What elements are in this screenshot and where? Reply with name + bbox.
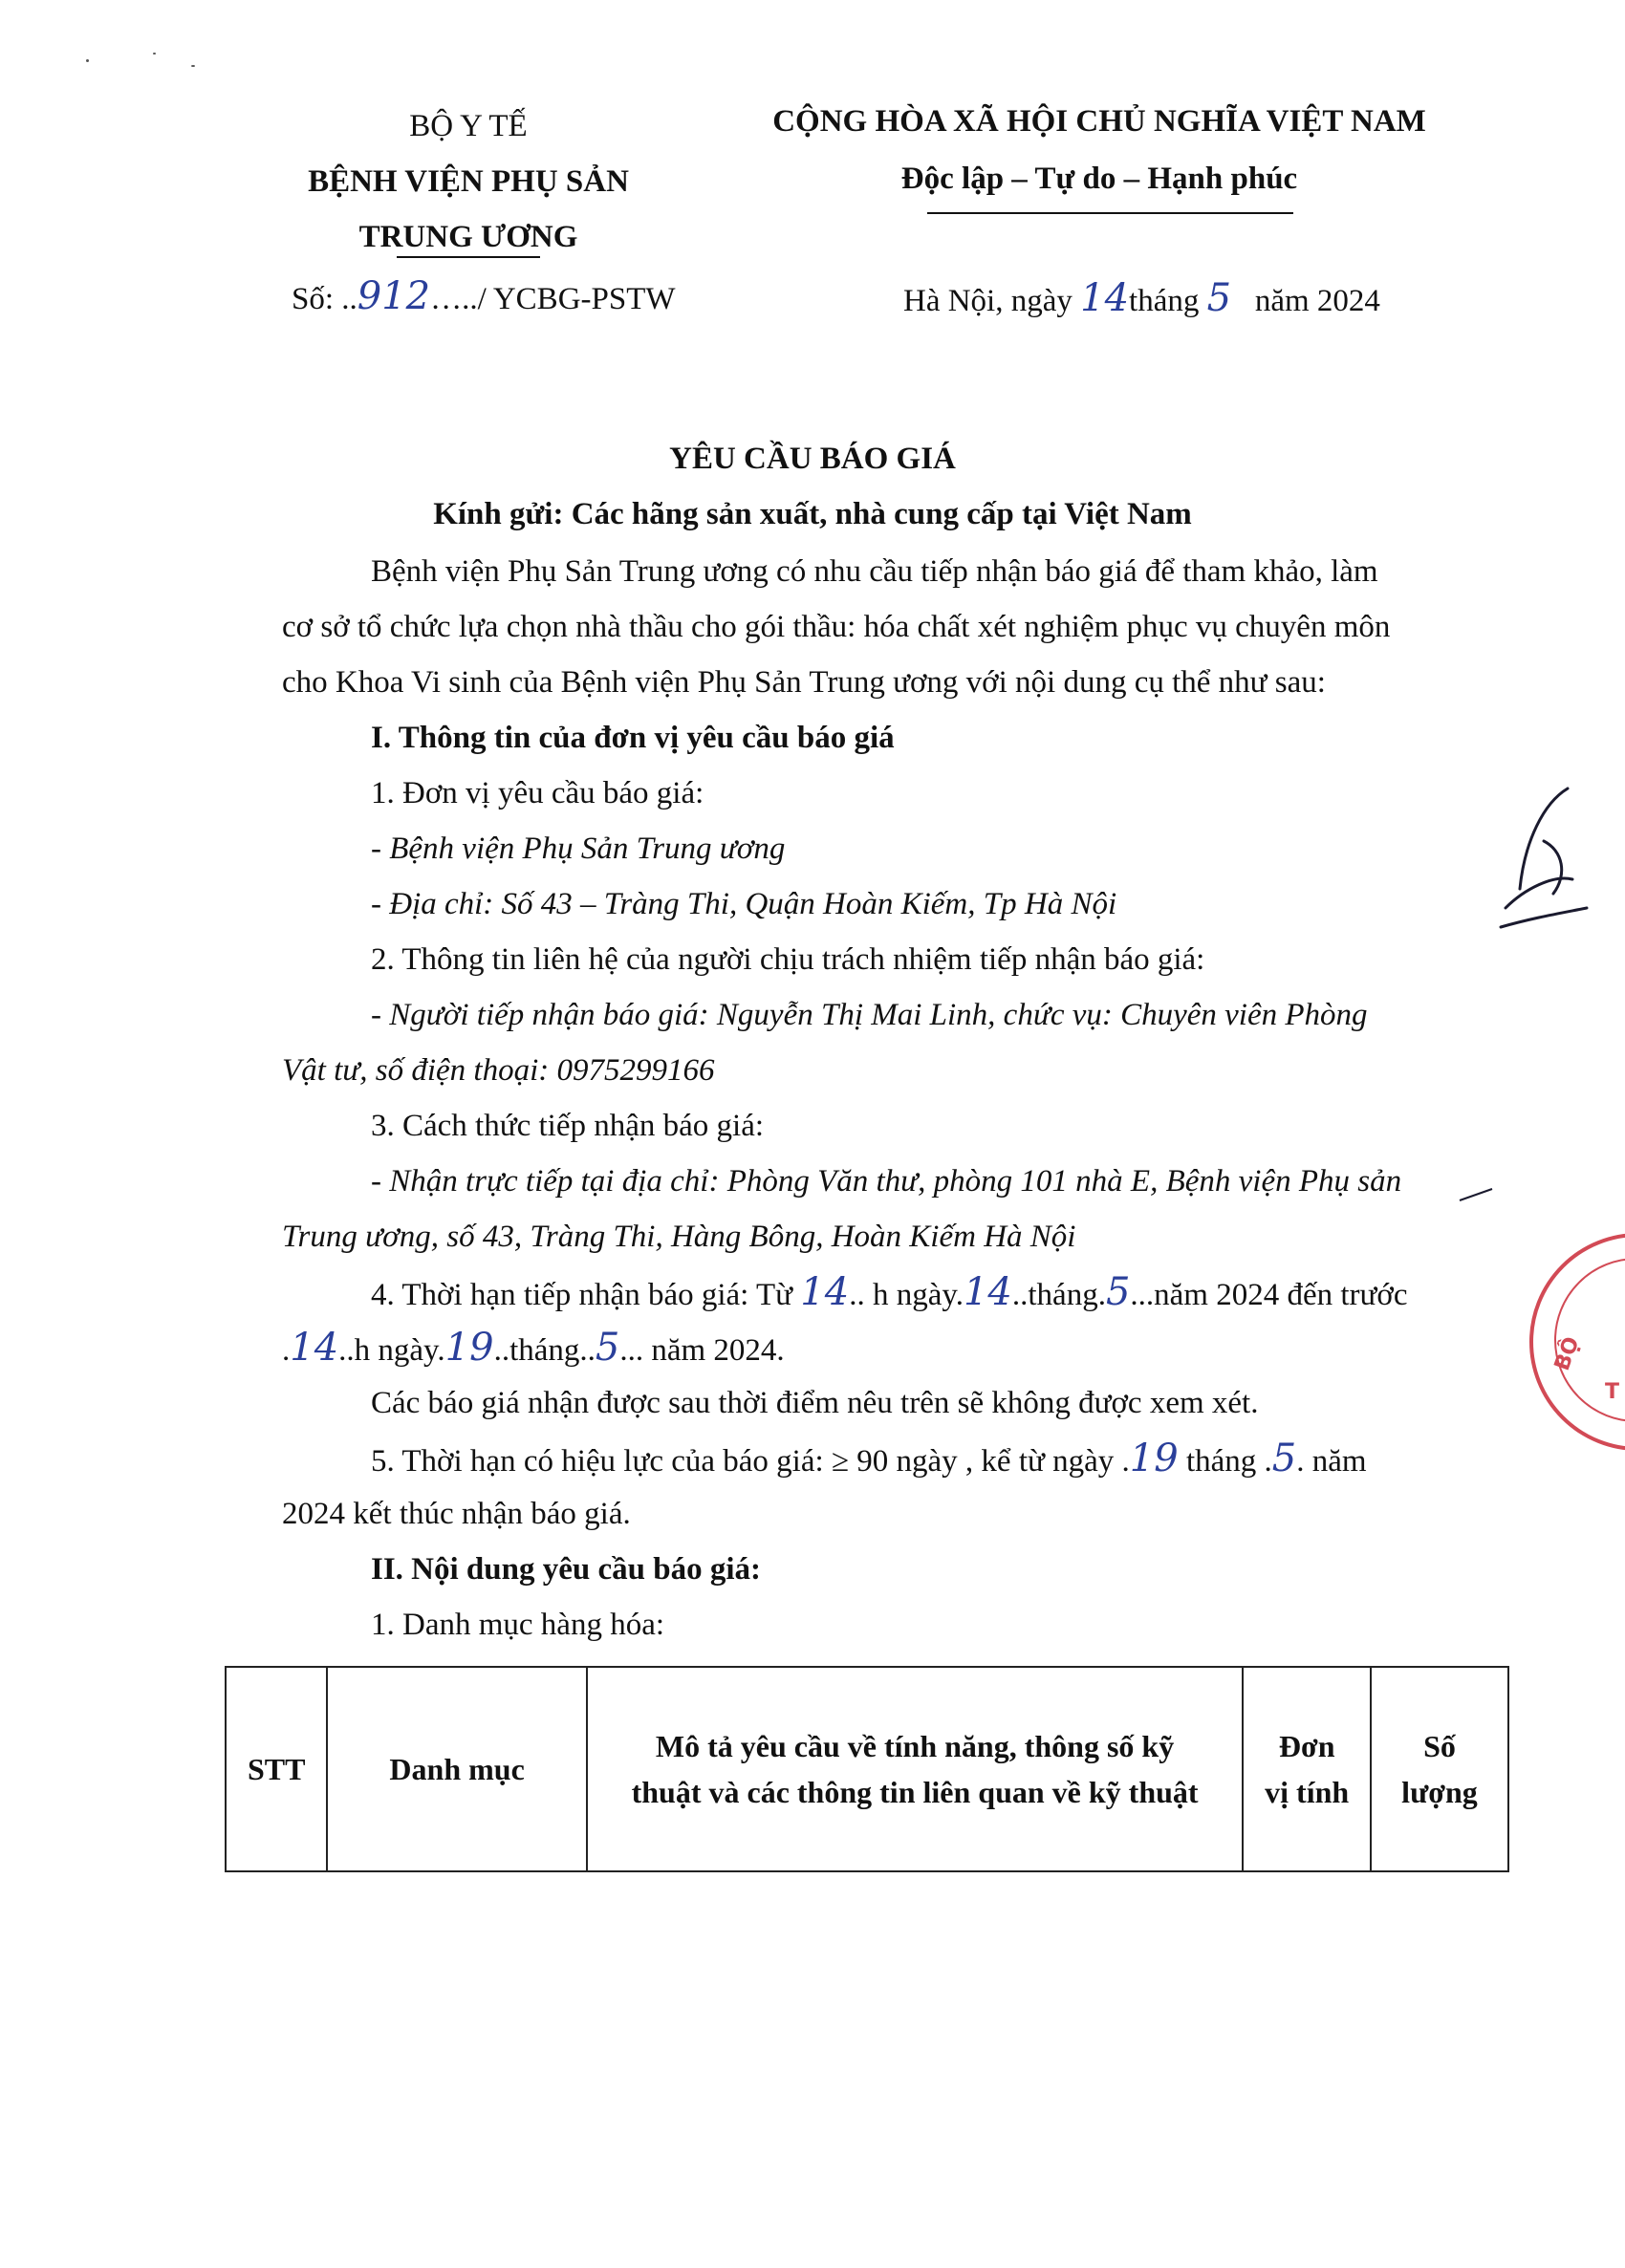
- national-motto: Độc lập – Tự do – Hạnh phúc: [900, 162, 1298, 196]
- date-month-label: tháng: [1129, 284, 1200, 318]
- hospital-name-line2: TRUNG ƯƠNG: [358, 220, 578, 254]
- scan-speck: [86, 59, 89, 62]
- scan-speck: [153, 53, 156, 54]
- item-1-4-line1: [371, 1270, 1408, 1314]
- hw-month: 5: [1105, 1270, 1131, 1314]
- col-header-unit-line1: Đơn: [1278, 1729, 1335, 1763]
- scan-speck: [191, 65, 195, 67]
- item-1-1: 1. Đơn vị yêu cầu báo giá:: [371, 776, 704, 810]
- hw-day: 19: [444, 1326, 494, 1370]
- issue-date: [903, 276, 1380, 320]
- text: tháng .: [1178, 1444, 1272, 1479]
- stamp-text: BỘ: [1549, 1333, 1585, 1374]
- text: .: [282, 1333, 291, 1368]
- item-1-4-line2: [282, 1328, 785, 1370]
- red-stamp: [1529, 1233, 1625, 1451]
- signature-initial-icon: [1486, 784, 1592, 946]
- text: ..h ngày.: [338, 1333, 445, 1368]
- item-1-2-contact-line1: - Người tiếp nhận báo giá: Nguyễn Thị Mai Linh, chức vụ: Chuyên viên Phòng: [371, 998, 1368, 1032]
- hospital-underline: [397, 256, 540, 258]
- section-2-heading: II. Nội dung yêu cầu báo giá:: [371, 1552, 762, 1587]
- col-header-desc-line2: thuật và các thông tin liên quan về kỹ thuật: [631, 1775, 1199, 1809]
- pen-stroke-icon: [1458, 1185, 1496, 1204]
- item-1-3: 3. Cách thức tiếp nhận báo giá:: [371, 1109, 765, 1143]
- date-prefix: Hà Nội, ngày: [903, 284, 1072, 318]
- text: 5. Thời hạn có hiệu lực của báo giá: ≥ 90 ngày , kể từ ngày .: [371, 1444, 1130, 1479]
- hw-day: 19: [1129, 1436, 1179, 1480]
- table-header-row: [226, 1667, 1508, 1871]
- item-1-5-line2: 2024 kết thúc nhận báo giá.: [282, 1497, 631, 1531]
- text: ... năm 2024.: [619, 1333, 785, 1368]
- col-header-name: [327, 1667, 586, 1871]
- document-number: [292, 274, 676, 318]
- col-header-qty-line2: lượng: [1401, 1775, 1478, 1809]
- col-header-unit: [1243, 1667, 1371, 1871]
- stamp-text-2: T: [1605, 1380, 1620, 1404]
- text: ..tháng.: [1011, 1278, 1106, 1312]
- text: .. h ngày.: [849, 1278, 964, 1312]
- hospital-name-line1: BỆNH VIỆN PHỤ SẢN: [308, 164, 629, 199]
- text: ...năm 2024 đến trước: [1130, 1278, 1408, 1312]
- hw-month: 5: [1271, 1436, 1297, 1480]
- text: ..tháng..: [493, 1333, 596, 1368]
- col-header-desc-line1: Mô tả yêu cầu về tính năng, thông số kỹ: [655, 1729, 1175, 1763]
- section-1-heading: I. Thông tin của đơn vị yêu cầu báo giá: [371, 721, 895, 755]
- col-header-qty-line1: Số: [1423, 1729, 1456, 1763]
- item-2-1: 1. Danh mục hàng hóa:: [371, 1608, 665, 1642]
- item-1-4-note: Các báo giá nhận được sau thời điểm nêu trên sẽ không được xem xét.: [371, 1386, 1259, 1420]
- hw-hour: 14: [290, 1326, 339, 1370]
- doc-no-handwritten: 912: [357, 274, 431, 318]
- item-1-2-contact-line2: Vật tư, số điện thoại: 0975299166: [282, 1053, 715, 1088]
- hw-hour: 14: [800, 1270, 850, 1314]
- item-1-1-address: - Địa chỉ: Số 43 – Tràng Thi, Quận Hoàn Kiếm, Tp Hà Nội: [371, 887, 1117, 921]
- date-day-handwritten: 14: [1080, 276, 1130, 320]
- intro-line-1: Bệnh viện Phụ Sản Trung ương có nhu cầu tiếp nhận báo giá để tham khảo, làm: [371, 554, 1378, 589]
- recipient-line: Kính gửi: Các hãng sản xuất, nhà cung cấp tại Việt Nam: [433, 497, 1192, 531]
- col-header-description: [587, 1667, 1244, 1871]
- motto-underline: [927, 212, 1293, 214]
- text: . năm: [1296, 1444, 1367, 1479]
- col-header-stt: [226, 1667, 327, 1871]
- hw-month: 5: [595, 1326, 620, 1370]
- doc-no-prefix: Số: ..: [292, 282, 358, 316]
- ministry-name: BỘ Y TẾ: [409, 109, 528, 143]
- item-1-3-method-line1: - Nhận trực tiếp tại địa chỉ: Phòng Văn thư, phòng 101 nhà E, Bệnh viện Phụ sản: [371, 1164, 1402, 1199]
- republic-name: CỘNG HÒA XÃ HỘI CHỦ NGHĨA VIỆT NAM: [772, 104, 1426, 139]
- item-1-5-line1: [371, 1436, 1367, 1480]
- item-1-3-method-line2: Trung ương, số 43, Tràng Thi, Hàng Bông, Hoàn Kiếm Hà Nội: [282, 1220, 1076, 1254]
- item-1-2: 2. Thông tin liên hệ của người chịu trách nhiệm tiếp nhận báo giá:: [371, 942, 1205, 977]
- intro-line-2: cơ sở tổ chức lựa chọn nhà thầu cho gói thầu: hóa chất xét nghiệm phục vụ chuyên môn: [282, 610, 1391, 644]
- intro-line-3: cho Khoa Vi sinh của Bệnh viện Phụ Sản Trung ương với nội dung cụ thể như sau:: [282, 665, 1326, 700]
- col-header-stt-label: STT: [247, 1752, 306, 1786]
- hw-day: 14: [963, 1270, 1012, 1314]
- doc-no-suffix: …../ YCBG-PSTW: [430, 282, 676, 316]
- goods-table: [225, 1666, 1509, 1872]
- col-header-name-label: Danh mục: [389, 1752, 525, 1786]
- item-1-1-unit: - Bệnh viện Phụ Sản Trung ương: [371, 832, 786, 866]
- col-header-unit-line2: vị tính: [1265, 1775, 1350, 1809]
- date-month-handwritten: 5: [1206, 276, 1232, 320]
- text: 4. Thời hạn tiếp nhận báo giá: Từ: [371, 1278, 801, 1312]
- col-header-quantity: [1371, 1667, 1508, 1871]
- document-title: YÊU CẦU BÁO GIÁ: [669, 442, 956, 476]
- date-year: năm 2024: [1254, 284, 1380, 318]
